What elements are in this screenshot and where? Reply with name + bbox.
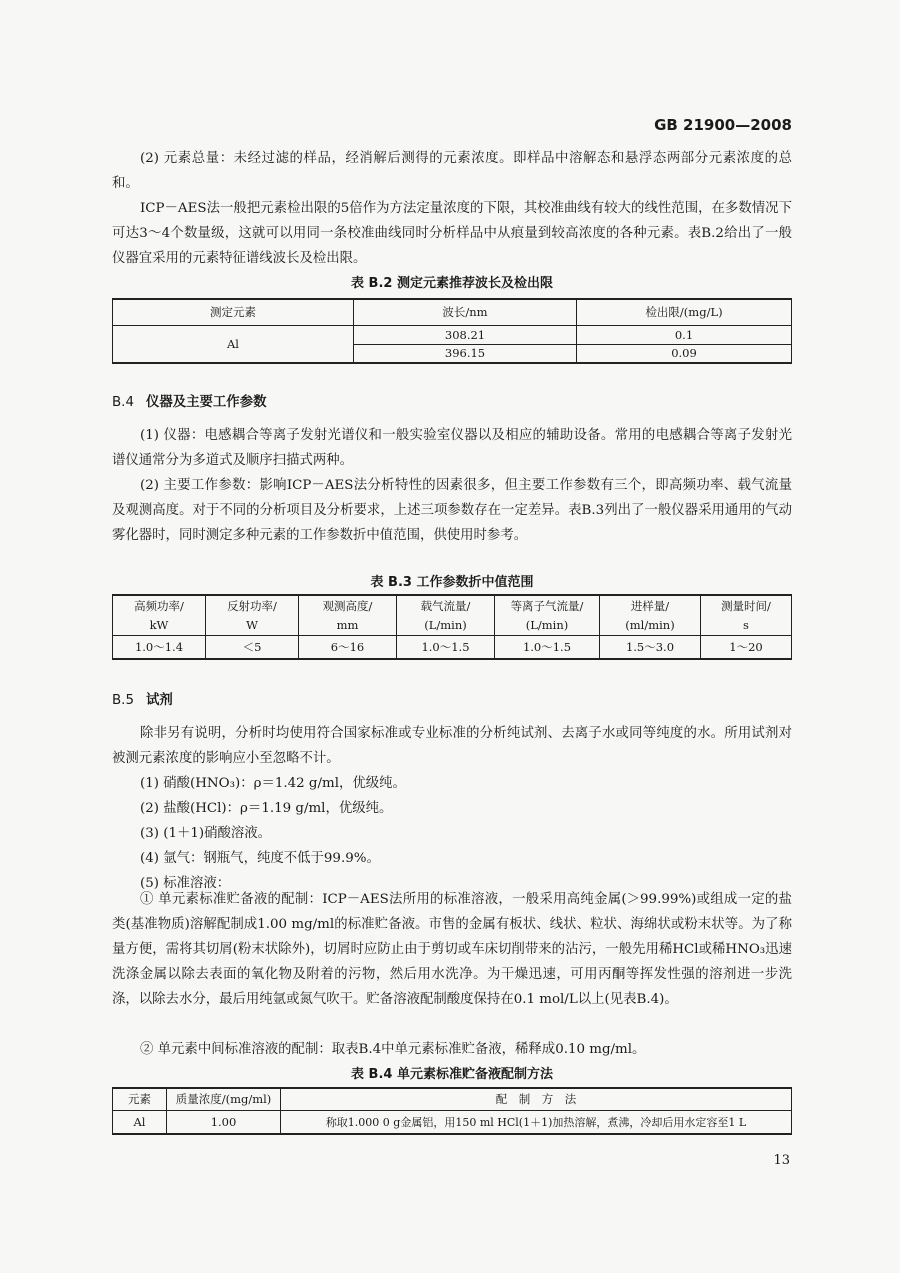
table-b2-header: 检出限/(mg/L) [577,299,792,325]
table-b3-unit: mm [299,616,397,635]
table-b3-header: 载气流量/ [397,595,495,616]
table-b3-unit: (L/min) [495,616,600,635]
table-b3-header: 高频功率/ [113,595,206,616]
table-b3 [112,594,792,660]
paragraph-total-elements: (2) 元素总量：未经过滤的样品，经消解后测得的元素浓度。即样品中溶解态和悬浮态两部分元素浓度的总和。 [112,151,792,191]
table-b2-header: 波长/nm [354,299,577,325]
table-b3-caption: 表 B.3 工作参数折中值范围 [370,575,534,590]
reagent-item: (3) (1＋1)硝酸溶液。 [140,826,272,841]
table-b2-element: Al [113,325,354,363]
table-b3-header: 反射功率/ [206,595,299,616]
table-b3-value: 1.0～1.5 [495,635,600,659]
section-number: B.4 [112,395,134,410]
table-b2-cell: 0.1 [577,325,792,344]
reagent-item: (4) 氩气：钢瓶气，纯度不低于99.9%。 [140,851,380,866]
section-b4-heading [112,391,266,410]
table-b3-header: 测量时间/ [701,595,792,616]
table-b4-header: 质量浓度/(mg/ml) [167,1088,281,1110]
table-b4-cell: Al [113,1110,167,1134]
table-b3-header: 进样量/ [600,595,701,616]
table-b3-value: 1～20 [701,635,792,659]
table-b2-header: 测定元素 [113,299,354,325]
table-b3-unit: kW [113,616,206,635]
table-b3-header: 等离子气流量/ [495,595,600,616]
table-b3-unit: (L/min) [397,616,495,635]
paragraph-icp-detection: ICP－AES法一般把元素检出限的5倍作为方法定量浓度的下限，其校准曲线有较大的线性范围，在多数情况下可达3～4个数量级，这就可以用同一条校准曲线同时分析样品中从痕量到较高浓度的各种元素。表B.2给出了一般仪器宜采用的元素特征谱线波长及检出限。 [112,201,792,266]
table-b4-header: 元素 [113,1088,167,1110]
section-title: 试剂 [145,693,173,708]
paragraph-parameters: (2) 主要工作参数：影响ICP－AES法分析特性的因素很多，但主要工作参数有三个，即高频功率、载气流量及观测高度。对于不同的分析项目及分析要求，上述三项参数存在一定差异。表B.3列出了一般仪器采用通用的气动雾化器时，同时测定多种元素的工作参数折中值范围，供使用时参考。 [112,478,792,543]
table-b3-value: 1.0～1.4 [113,635,206,659]
table-b2 [112,298,792,364]
table-b2-caption: 表 B.2 测定元素推荐波长及检出限 [351,276,553,291]
paragraph-stock-solution: ① 单元素标准贮备液的配制：ICP－AES法所用的标准溶液，一般采用高纯金属(＞99.99%)或组成一定的盐类(基准物质)溶解配制成1.00 mg/ml的标准贮备液。市售的金属有板状、线状、粒状、海绵状或粉末状等。为了称量方便，需将其切屑(粉末状除外)，切屑时应防止由于剪切或车床切削带来的沾污，一般先用稀HCl或稀HNO₃迅速洗涤金属以除去表面的氧化物及附着的污物，然后用水洗净。为干燥迅速，可用丙酮等挥发性强的溶剂进一步洗涤，以除去水分，最后用纯氩或氮气吹干。贮备溶液配制酸度保持在0.1 mol/L以上(见表B.4)。 [112,892,792,1007]
paragraph-intermediate-solution: ② 单元素中间标准溶液的配制：取表B.4中单元素标准贮备液，稀释成0.10 mg/ml。 [140,1042,646,1057]
table-b3-unit: W [206,616,299,635]
reagent-item: (2) 盐酸(HCl)：ρ＝1.19 g/ml，优级纯。 [140,801,393,816]
table-b3-value: 1.5～3.0 [600,635,701,659]
table-b2-cell: 396.15 [354,344,577,363]
table-b3-value: 6～16 [299,635,397,659]
section-number: B.5 [112,693,134,708]
reagent-item: (5) 标准溶液： [140,876,231,891]
reagent-item: (1) 硝酸(HNO₃)：ρ＝1.42 g/ml，优级纯。 [140,776,406,791]
standard-header: GB 21900—2008 [654,116,792,134]
table-b3-value: ＜5 [206,635,299,659]
paragraph-reagent: 除非另有说明，分析时均使用符合国家标准或专业标准的分析纯试剂、去离子水或同等纯度的水。所用试剂对被测元素浓度的影响应小至忽略不计。 [112,726,792,766]
paragraph-instrument: (1) 仪器：电感耦合等离子发射光谱仪和一般实验室仪器以及相应的辅助设备。常用的电感耦合等离子发射光谱仪通常分为多道式及顺序扫描式两种。 [112,428,792,468]
table-b2-cell: 308.21 [354,325,577,344]
section-title: 仪器及主要工作参数 [145,395,267,410]
table-b4-cell: 1.00 [167,1110,281,1134]
table-b4 [112,1087,792,1135]
table-b3-unit: (ml/min) [600,616,701,635]
table-b4-cell: 称取1.000 0 g金属铝，用150 ml HCl(1＋1)加热溶解，煮沸，冷却后用水定容至1 L [281,1110,792,1134]
table-b3-unit: s [701,616,792,635]
table-b4-caption: 表 B.4 单元素标准贮备液配制方法 [351,1067,553,1082]
table-b3-value: 1.0～1.5 [397,635,495,659]
section-b5-heading [112,689,173,708]
page-number: 13 [773,1153,790,1168]
table-b2-cell: 0.09 [577,344,792,363]
table-b4-header: 配 制 方 法 [281,1088,792,1110]
table-b3-header: 观测高度/ [299,595,397,616]
